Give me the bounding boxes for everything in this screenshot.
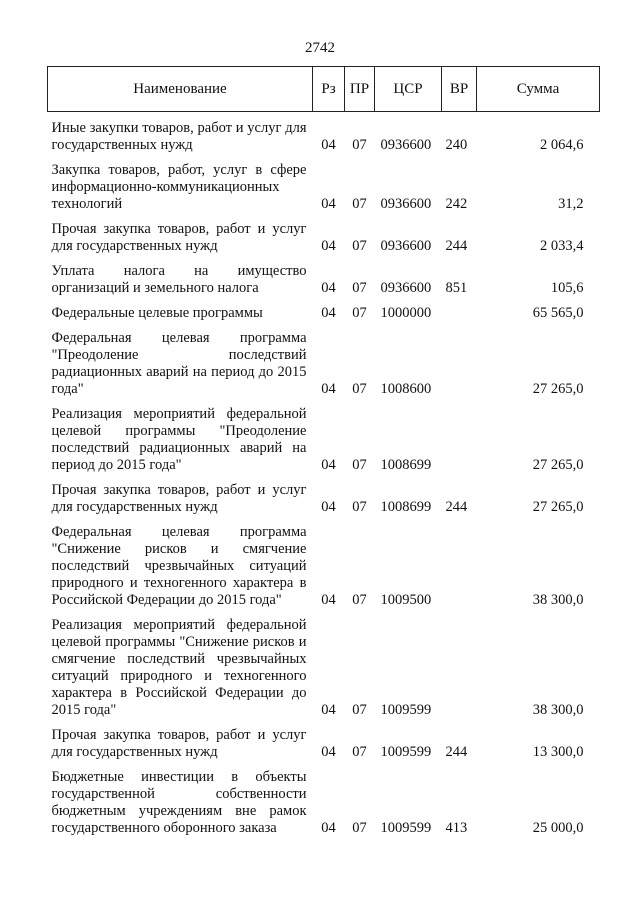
table-row xyxy=(48,722,600,764)
row-csr: 1008699 xyxy=(380,457,432,473)
table-row xyxy=(48,300,600,325)
row-csr: 1000000 xyxy=(380,305,432,321)
row-name: Реализация мероприятий федеральной целевой программы "Снижение рисков и смягчение последствий чрезвычайных ситуаций природного и техногенного характера в Российской Федерации до 2015 года" xyxy=(51,617,307,718)
row-rz: 04 xyxy=(321,702,336,718)
row-rz: 04 xyxy=(321,499,336,515)
row-name: Федеральная целевая программа "Преодоление последствий радиационных аварий на период до 2015 года" xyxy=(51,330,307,397)
row-csr: 1008699 xyxy=(380,499,432,515)
row-vr xyxy=(442,300,477,325)
row-csr: 0936600 xyxy=(380,280,432,296)
table-row xyxy=(48,477,600,519)
row-rz: 04 xyxy=(321,280,336,296)
row-name: Прочая закупка товаров, работ и услуг для государственных нужд xyxy=(51,727,307,760)
row-name: Уплата налога на имущество организаций и земельного налога xyxy=(51,263,307,296)
row-pr: 07 xyxy=(352,196,367,212)
row-pr: 07 xyxy=(352,381,367,397)
header-csr: ЦСР xyxy=(375,67,442,112)
row-name: Закупка товаров, работ, услуг в сфере информационно-коммуникационных технологий xyxy=(51,162,307,212)
row-rz: 04 xyxy=(321,457,336,473)
row-pr: 07 xyxy=(352,238,367,254)
row-sum: 27 265,0 xyxy=(532,457,584,473)
row-name: Бюджетные инвестиции в объекты государственной собственности бюджетным учреждениям вне рамок государственного оборонного заказа xyxy=(51,769,307,836)
row-sum: 27 265,0 xyxy=(532,381,584,397)
row-rz: 04 xyxy=(321,305,336,321)
header-pr: ПР xyxy=(345,67,375,112)
header-sum: Сумма xyxy=(477,67,600,112)
row-pr: 07 xyxy=(352,592,367,608)
row-pr: 07 xyxy=(352,702,367,718)
row-name: Реализация мероприятий федеральной целевой программы "Преодоление последствий радиационных аварий на период до 2015 года" xyxy=(51,406,307,473)
row-pr: 07 xyxy=(352,744,367,760)
row-sum: 13 300,0 xyxy=(532,744,584,760)
row-vr xyxy=(442,612,477,722)
row-sum: 105,6 xyxy=(550,280,584,296)
table-row xyxy=(48,612,600,722)
row-vr: 242 xyxy=(445,196,468,212)
row-vr: 244 xyxy=(445,744,468,760)
page-number: 2742 xyxy=(305,40,335,56)
row-vr: 244 xyxy=(445,238,468,254)
header-name: Наименование xyxy=(48,67,313,112)
row-vr: 240 xyxy=(445,137,468,153)
row-name: Федеральные целевые программы xyxy=(51,305,263,321)
table-header-row xyxy=(48,67,600,112)
row-pr: 07 xyxy=(352,457,367,473)
row-vr: 851 xyxy=(445,280,468,296)
table-row xyxy=(48,401,600,477)
table-row xyxy=(48,258,600,300)
row-csr: 0936600 xyxy=(380,137,432,153)
row-pr: 07 xyxy=(352,499,367,515)
table-row xyxy=(48,519,600,612)
row-csr: 1009599 xyxy=(380,744,432,760)
row-vr: 244 xyxy=(445,499,468,515)
table-row xyxy=(48,112,600,158)
table-row xyxy=(48,157,600,216)
row-sum: 27 265,0 xyxy=(532,499,584,515)
row-name: Иные закупки товаров, работ и услуг для государственных нужд xyxy=(51,120,307,153)
table-row xyxy=(48,216,600,258)
row-sum: 2 033,4 xyxy=(540,238,584,254)
row-rz: 04 xyxy=(321,744,336,760)
row-name: Федеральная целевая программа "Снижение рисков и смягчение последствий чрезвычайных ситуаций природного и техногенного характера в Российской Федерации до 2015 года" xyxy=(51,524,307,608)
row-rz: 04 xyxy=(321,592,336,608)
row-name: Прочая закупка товаров, работ и услуг для государственных нужд xyxy=(51,482,307,515)
table-row xyxy=(48,764,600,840)
row-pr: 07 xyxy=(352,280,367,296)
row-vr xyxy=(442,519,477,612)
row-sum: 25 000,0 xyxy=(532,820,584,836)
row-rz: 04 xyxy=(321,238,336,254)
header-rz: Рз xyxy=(313,67,345,112)
row-vr xyxy=(442,401,477,477)
row-pr: 07 xyxy=(352,305,367,321)
row-pr: 07 xyxy=(352,137,367,153)
row-name: Прочая закупка товаров, работ и услуг для государственных нужд xyxy=(51,221,307,254)
row-sum: 38 300,0 xyxy=(532,592,584,608)
row-sum: 65 565,0 xyxy=(532,305,584,321)
header-vr: ВР xyxy=(442,67,477,112)
row-vr xyxy=(442,325,477,401)
row-csr: 1009599 xyxy=(380,820,432,836)
row-csr: 0936600 xyxy=(380,238,432,254)
row-csr: 1009599 xyxy=(380,702,432,718)
table-row xyxy=(48,325,600,401)
row-rz: 04 xyxy=(321,137,336,153)
row-csr: 1008600 xyxy=(380,381,432,397)
row-rz: 04 xyxy=(321,196,336,212)
row-pr: 07 xyxy=(352,820,367,836)
row-sum: 31,2 xyxy=(558,196,584,212)
row-vr: 413 xyxy=(445,820,468,836)
row-csr: 0936600 xyxy=(380,196,432,212)
row-rz: 04 xyxy=(321,381,336,397)
row-csr: 1009500 xyxy=(380,592,432,608)
row-sum: 38 300,0 xyxy=(532,702,584,718)
row-sum: 2 064,6 xyxy=(540,137,584,153)
budget-table xyxy=(47,66,600,840)
row-rz: 04 xyxy=(321,820,336,836)
